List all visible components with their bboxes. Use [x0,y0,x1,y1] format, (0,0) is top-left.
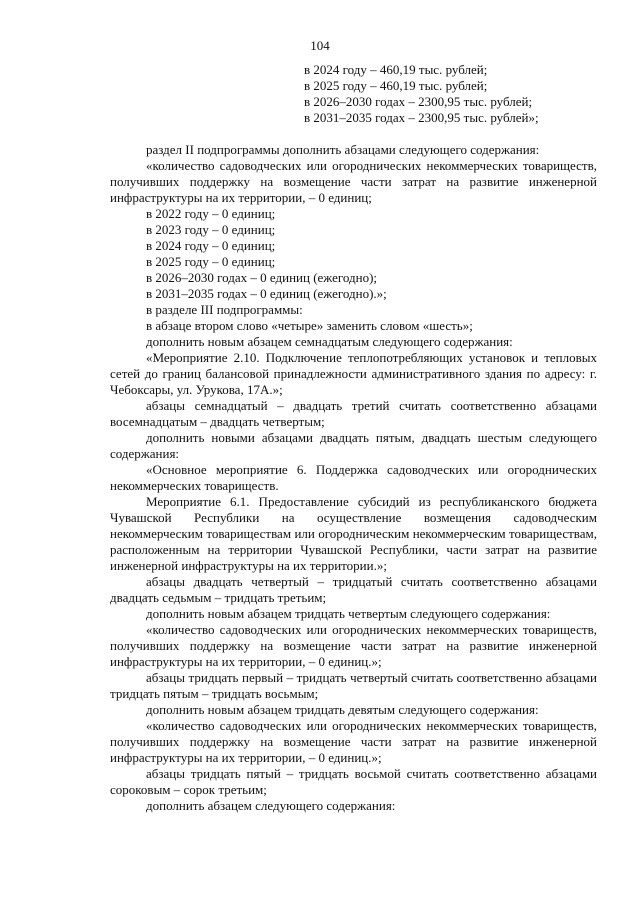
paragraph: «Мероприятие 2.10. Подключение теплопотребляющих установок и тепловых сетей до границ балансовой принадлежности административного здания по адресу: г. Чебоксары, ул. Урукова, 17А.»; [110,350,597,397]
paragraph: в 2023 году – 0 единиц; [146,222,276,237]
funding-amounts-block [304,62,539,126]
paragraph: дополнить новыми абзацами двадцать пятым, двадцать шестым следующего содержания: [110,430,597,461]
paragraph: Мероприятие 6.1. Предоставление субсидий из республиканского бюджета Чувашской Республики на осуществление возмещения садоводческим некоммерческим товариществам или огородническим некоммерческим товариществам, расположенным на территории Чувашской Республики, части затрат на развитие инженерной инфраструктуры на их территории.»; [110,494,597,573]
paragraph: «количество садоводческих или огороднических некоммерческих товариществ, получивших поддержку на возмещение части затрат на развитие инженерной инфраструктуры на их территории, – 0 единиц.»; [110,622,597,669]
paragraph: в 2022 году – 0 единиц; [146,206,276,221]
paragraph: дополнить абзацем следующего содержания: [146,798,396,813]
paragraph: в 2026–2030 годах – 0 единиц (ежегодно); [146,270,378,285]
paragraph: дополнить новым абзацем тридцать четвертым следующего содержания: [146,606,551,621]
paragraph: в абзаце втором слово «четыре» заменить словом «шесть»; [146,318,473,333]
paragraph: «Основное мероприятие 6. Поддержка садоводческих или огороднических некоммерческих товариществ. [110,462,597,493]
document-body [110,142,597,814]
paragraph: в 2031–2035 годах – 0 единиц (ежегодно).»; [146,286,387,301]
paragraph: раздел II подпрограммы дополнить абзацами следующего содержания: [146,142,540,157]
page-number: 104 [310,38,330,53]
paragraph: абзацы тридцать пятый – тридцать восьмой считать соответственно абзацами сороковым – сорок третьим; [110,766,597,797]
paragraph: абзацы семнадцатый – двадцать третий считать соответственно абзацами восемнадцатым – двадцать четвертым; [110,398,597,429]
amount-line: в 2031–2035 годах – 2300,95 тыс. рублей»; [304,110,539,125]
paragraph: «количество садоводческих или огороднических некоммерческих товариществ, получивших поддержку на возмещение части затрат на развитие инженерной инфраструктуры на их территории, – 0 единиц; [110,158,597,205]
paragraph: абзацы тридцать первый – тридцать четвертый считать соответственно абзацами тридцать пятым – тридцать восьмым; [110,670,597,701]
amount-line: в 2024 году – 460,19 тыс. рублей; [304,62,488,77]
paragraph: дополнить новым абзацем семнадцатым следующего содержания: [146,334,513,349]
paragraph: абзацы двадцать четвертый – тридцатый считать соответственно абзацами двадцать седьмым – тридцать третьим; [110,574,597,605]
paragraph: «количество садоводческих или огороднических некоммерческих товариществ, получивших поддержку на возмещение части затрат на развитие инженерной инфраструктуры на их территории, – 0 единиц.»; [110,718,597,765]
paragraph: в разделе III подпрограммы: [146,302,303,317]
amount-line: в 2025 году – 460,19 тыс. рублей; [304,78,488,93]
amount-line: в 2026–2030 годах – 2300,95 тыс. рублей; [304,94,533,109]
paragraph: в 2024 году – 0 единиц; [146,238,276,253]
paragraph: в 2025 году – 0 единиц; [146,254,276,269]
paragraph: дополнить новым абзацем тридцать девятым следующего содержания: [146,702,539,717]
